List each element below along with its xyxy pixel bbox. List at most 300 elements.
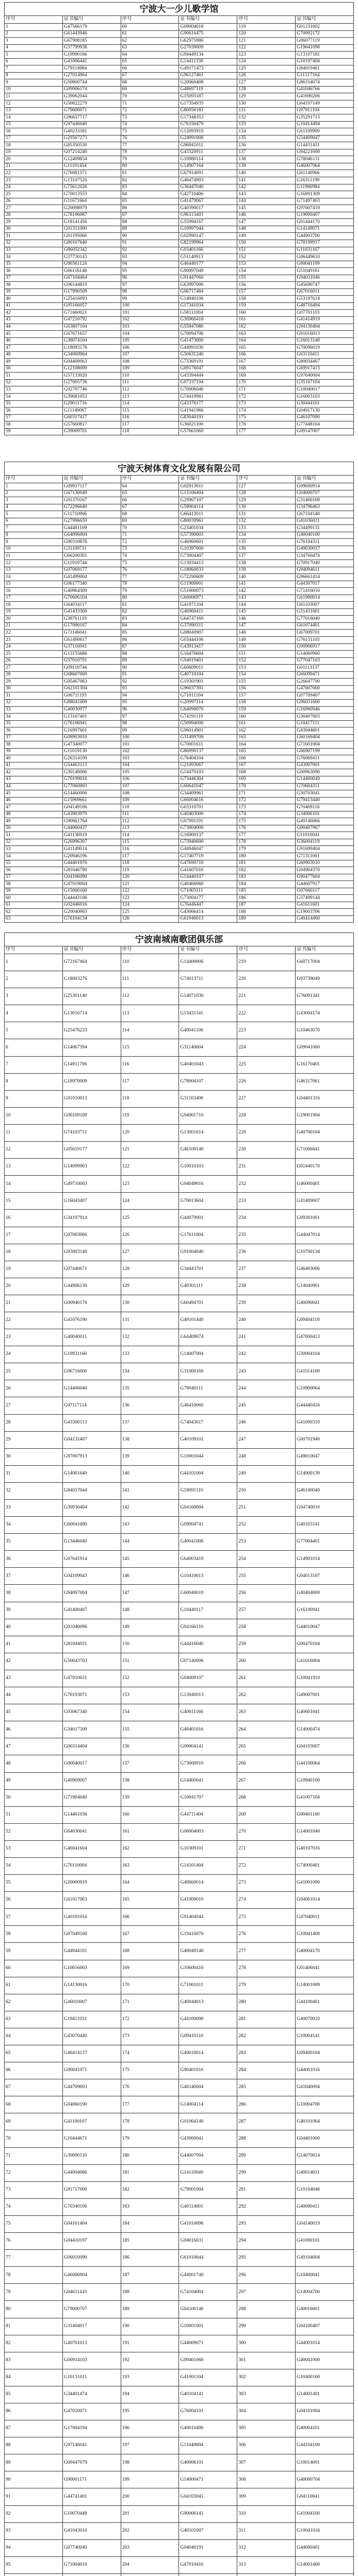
certificate-code: G18141456 [62, 219, 121, 226]
table-row [5, 790, 354, 798]
row-number: 112 [121, 818, 179, 825]
certificate-code: G04131407 [62, 1431, 121, 1448]
certificate-code: G59004114 [179, 504, 237, 511]
certificate-code: G14400049 [296, 776, 354, 783]
row-number: 124 [121, 1193, 179, 1210]
table-row [5, 734, 354, 741]
table-row [5, 191, 354, 198]
certificate-code: G04149106 [62, 804, 121, 811]
row-number: 61 [5, 1977, 63, 1994]
certificate-code: G91447060 [179, 275, 237, 282]
row-number: 15 [5, 1193, 63, 1210]
certificate-code: G43913417 [179, 643, 237, 651]
row-number: 164 [237, 741, 296, 749]
certificate-code: G14071030 [179, 988, 237, 1005]
section-title: 宁波南城南歌团俱乐部 [5, 933, 354, 946]
certificate-code: G72290609 [179, 574, 237, 581]
table-row [5, 581, 354, 588]
row-number: 189 [237, 916, 296, 923]
certificate-code: G60903010 [296, 860, 354, 867]
certificate-code: G61490617 [62, 637, 121, 644]
certificate-code: G19003706 [296, 909, 354, 916]
row-number: 144 [121, 1534, 179, 1551]
certificate-code: G70096019 [296, 345, 354, 352]
row-number: 5 [5, 1022, 63, 1039]
row-number: 25 [5, 651, 63, 658]
certificate-code: G67009701 [296, 630, 354, 637]
table-row [5, 504, 354, 511]
row-number: 176 [237, 421, 296, 429]
row-number: 6 [5, 518, 63, 525]
certificate-code: G44307017 [296, 581, 354, 588]
certificate-code: G11909001 [179, 581, 237, 588]
row-number: 56 [5, 1892, 63, 1909]
table-row [5, 595, 354, 602]
certificate-code: G14470103 [179, 769, 237, 776]
row-number: 67 [5, 2079, 63, 2096]
certificate-code: G46403006 [296, 1261, 354, 1278]
certificate-code: G40101064 [296, 2113, 354, 2130]
row-number: 145 [121, 1551, 179, 1568]
certificate-code: G94097004 [62, 1585, 121, 1602]
certificate-code: G04100146 [179, 2301, 237, 2318]
table-row [5, 268, 354, 275]
certificate-code: G01406041 [296, 1960, 354, 1977]
certificate-code: G96113403 [179, 212, 237, 219]
row-number: 77 [121, 142, 179, 149]
certificate-code: G27996659 [62, 518, 121, 525]
certificate-code: G40014011 [296, 2164, 354, 2181]
table-row [5, 720, 354, 727]
certificate-code: G57661060 [179, 428, 237, 435]
row-number: 45 [5, 790, 63, 798]
row-number: 44 [5, 324, 63, 331]
table-row [5, 1448, 354, 1465]
certificate-code: G47910631 [62, 1670, 121, 1687]
certificate-code: G14001401 [296, 2386, 354, 2403]
row-number: 263 [237, 1704, 296, 1721]
table-row [5, 289, 354, 296]
row-number: 146 [237, 212, 296, 219]
certificate-code: G50800744 [62, 79, 121, 87]
row-number: 7 [5, 525, 63, 532]
row-number: 300 [237, 2335, 296, 2352]
row-number: 142 [121, 1500, 179, 1517]
row-number: 31 [5, 1465, 63, 1482]
row-number: 242 [237, 1346, 296, 1363]
certificate-code: G44991030 [179, 345, 237, 352]
row-number: 258 [237, 1619, 296, 1636]
certificate-code: G41149014 [62, 846, 121, 853]
row-number: 151 [237, 651, 296, 658]
row-number: 91 [121, 671, 179, 679]
row-number: 5 [5, 52, 63, 59]
row-number: 133 [237, 525, 296, 532]
certificate-code: G50631240 [179, 351, 237, 359]
certificate-code: G79004107 [179, 1073, 237, 1090]
certificate-code: G04140019 [296, 2215, 354, 2232]
certificate-code: G90097049 [179, 268, 237, 275]
certificate-code: G71497403 [296, 198, 354, 205]
row-number: 274 [237, 1892, 296, 1909]
table-row [5, 783, 354, 790]
certificate-code: G60641047 [179, 783, 237, 790]
certificate-code: G09447079 [62, 2454, 121, 2471]
table-row [5, 233, 354, 240]
row-number: 140 [237, 170, 296, 177]
certificate-code: G57133020 [62, 372, 121, 380]
row-number: 23 [5, 177, 63, 184]
certificate-code: G67908185 [62, 38, 121, 45]
row-number: 25 [5, 1363, 63, 1380]
row-number: 165 [237, 345, 296, 352]
certificate-code: G25301140 [62, 988, 121, 1005]
certificate-code: G40233181 [62, 128, 121, 135]
row-number: 163 [121, 1857, 179, 1874]
row-number: 136 [121, 1397, 179, 1414]
row-number: 30 [5, 226, 63, 233]
certificate-code: G10400160 [296, 2369, 354, 2386]
certificate-code: G97007913 [62, 1448, 121, 1465]
row-number: 26 [5, 198, 63, 205]
table-row [5, 100, 354, 108]
table-row [5, 1772, 354, 1789]
certificate-code: G19410070 [179, 1926, 237, 1943]
row-number: 85 [5, 2386, 63, 2403]
certificate-code: G43300113 [62, 1414, 121, 1431]
certificate-code: G19641098 [296, 44, 354, 52]
row-number: 80 [121, 595, 179, 602]
certificate-code: G97446040 [62, 121, 121, 128]
row-number: 235 [237, 1227, 296, 1244]
row-number: 310 [237, 2505, 296, 2522]
certificate-code: G35167104 [296, 379, 354, 386]
certificate-code: G04401000 [296, 2130, 354, 2147]
table-row [5, 490, 354, 497]
row-number: 114 [121, 1022, 179, 1039]
table-row [5, 1431, 354, 1448]
certificate-code: G00963090 [296, 769, 354, 776]
table-row [5, 1073, 354, 1090]
row-number: 110 [121, 804, 179, 811]
row-number: 108 [121, 790, 179, 798]
row-number: 82 [121, 608, 179, 616]
certificate-code: G34069964 [62, 351, 121, 359]
row-number: 97 [121, 282, 179, 289]
certificate-code: G04013107 [296, 1568, 354, 1585]
certificate-code: G16311199 [296, 177, 354, 184]
certificate-code: G40401016 [179, 1721, 237, 1738]
certificate-code: G10700134 [296, 1244, 354, 1261]
certificate-code: G14004700 [296, 2284, 354, 2301]
row-number: 26 [5, 1380, 63, 1397]
certificate-code: G45690747 [296, 282, 354, 289]
certificate-code: G70094706 [179, 331, 237, 338]
row-number: 71 [121, 100, 179, 108]
table-row [5, 2335, 354, 2352]
row-number: 131 [237, 107, 296, 114]
certificate-code: G44010047 [296, 1619, 354, 1636]
column-header: 证书编号 [179, 946, 237, 954]
certificate-code: G76106941 [62, 720, 121, 727]
certificate-code: G40010490 [179, 2420, 237, 2437]
certificate-code: G47340077 [62, 741, 121, 749]
certificate-code: G27014964 [62, 72, 121, 79]
certificate-code: G19931166 [62, 1346, 121, 1363]
row-number: 299 [237, 2318, 296, 2335]
row-number: 79 [121, 156, 179, 163]
certificate-code: G14110040 [179, 2164, 237, 2181]
row-number: 112 [121, 386, 179, 394]
row-number: 105 [121, 769, 179, 776]
certificate-code: G16991309 [296, 191, 354, 198]
row-number: 148 [237, 226, 296, 233]
row-number: 73 [5, 2181, 63, 2198]
row-number: 33 [5, 706, 63, 714]
row-number: 66 [121, 497, 179, 504]
row-number: 18 [5, 1244, 63, 1261]
column-header: 证书编号 [179, 476, 237, 483]
table-row [5, 2386, 354, 2403]
table-row [5, 2471, 354, 2488]
table-row [5, 282, 354, 289]
certificate-code: G41414919 [296, 316, 354, 324]
table-row [5, 142, 354, 149]
row-number: 40 [5, 296, 63, 303]
certificate-code: G10001044 [179, 1448, 237, 1465]
row-number: 272 [237, 1857, 296, 1874]
certificate-code: G31404017 [62, 2318, 121, 2335]
certificate-code: G29567273 [62, 135, 121, 142]
certificate-code: G16013140 [296, 337, 354, 345]
certificate-code: G80039961 [179, 518, 237, 525]
row-number: 71 [5, 2147, 63, 2164]
row-number: 177 [237, 428, 296, 435]
row-number: 83 [121, 184, 179, 191]
row-number: 171 [237, 790, 296, 798]
certificate-code: G40103141 [296, 1517, 354, 1534]
row-number: 109 [121, 797, 179, 804]
certificate-code: G14400041 [179, 1772, 237, 1789]
certificate-code: G10004700 [296, 2096, 354, 2113]
row-number: 107 [121, 351, 179, 359]
row-number: 286 [237, 2096, 296, 2113]
row-number: 149 [121, 1619, 179, 1636]
row-number: 33 [5, 1500, 63, 1517]
certificate-code: G46100040 [296, 1482, 354, 1499]
row-number: 177 [237, 832, 296, 839]
row-number: 23 [5, 637, 63, 644]
row-number: 125 [237, 65, 296, 73]
certificate-code: G01010013 [62, 1090, 121, 1107]
row-number: 85 [121, 630, 179, 637]
certificate-code: G80167640 [62, 240, 121, 247]
row-number: 186 [237, 895, 296, 902]
certificate-code: G51600073 [179, 588, 237, 595]
row-number: 139 [237, 567, 296, 574]
row-number: 129 [237, 497, 296, 504]
certificate-code: G10070449 [62, 2505, 121, 2522]
row-number: 51 [5, 372, 63, 380]
certificate-code: G40601041 [296, 1704, 354, 1721]
table-row [5, 553, 354, 560]
row-number: 77 [121, 574, 179, 581]
certificate-code: G46410060 [179, 1397, 237, 1414]
row-number: 219 [237, 954, 296, 971]
row-number: 36 [5, 268, 63, 275]
table-row [5, 560, 354, 567]
row-number: 260 [237, 1653, 296, 1670]
certificate-code: G19301901 [179, 679, 237, 686]
row-number: 160 [237, 310, 296, 317]
row-number: 307 [237, 2454, 296, 2471]
certificate-code: G47210792 [62, 316, 121, 324]
certificate-code: G66413011 [179, 511, 237, 518]
section-table-1 [4, 2, 354, 435]
certificate-code: G84017044 [62, 1482, 121, 1499]
certificate-code: G11980984 [296, 184, 354, 191]
certificate-code: G07117114 [62, 1397, 121, 1414]
certificate-code: G73004407 [179, 553, 237, 560]
table-row [5, 2539, 354, 2556]
row-number: 137 [121, 1414, 179, 1431]
certificate-code: G17354935 [179, 100, 237, 108]
certificate-code: G46010007 [62, 1994, 121, 2011]
row-number: 285 [237, 2079, 296, 2096]
row-number: 141 [121, 1482, 179, 1499]
certificate-code: G70604311 [296, 783, 354, 790]
row-number: 37 [5, 275, 63, 282]
table-row [5, 365, 354, 372]
row-number: 14 [5, 1176, 63, 1193]
row-number: 109 [121, 365, 179, 372]
table-row [5, 825, 354, 832]
row-number: 68 [121, 511, 179, 518]
certificate-code: G10041707 [179, 1789, 237, 1806]
row-number: 106 [121, 776, 179, 783]
table-row [5, 212, 354, 219]
certificate-code: G50043703 [62, 1653, 121, 1670]
certificate-code: G40000411 [296, 2198, 354, 2215]
row-number: 122 [237, 44, 296, 52]
certificate-code: G07440671 [62, 1261, 121, 1278]
row-number: 57 [5, 414, 63, 421]
certificate-code: G43907001 [296, 762, 354, 769]
row-number: 44 [5, 1687, 63, 1704]
certificate-code: G12409834 [62, 156, 121, 163]
row-number: 142 [237, 588, 296, 595]
certificate-code: G04611410 [62, 2284, 121, 2301]
certificate-code: G61017063 [62, 1892, 121, 1909]
row-number: 156 [121, 1738, 179, 1755]
certificate-code: G66116148 [62, 268, 121, 275]
row-number: 134 [121, 1363, 179, 1380]
row-number: 184 [121, 2215, 179, 2232]
row-number: 169 [121, 1960, 179, 1977]
certificate-code: G71011104 [179, 692, 237, 700]
row-number: 89 [121, 657, 179, 665]
row-number: 223 [237, 1022, 296, 1039]
certificate-code: G10997044 [179, 226, 237, 233]
section-table-3 [4, 933, 354, 2576]
table-row [5, 860, 354, 867]
certificate-code: G09006174 [62, 86, 121, 93]
row-number: 63 [5, 916, 63, 923]
row-number: 119 [237, 24, 296, 31]
table-row [5, 1568, 354, 1585]
row-number: 3 [5, 497, 63, 504]
row-number: 14 [5, 114, 63, 122]
certificate-code: G40101007 [179, 2522, 237, 2539]
certificate-code: G73000910 [179, 1755, 237, 1772]
certificate-code: G01311000 [62, 226, 121, 233]
table-row [5, 324, 354, 331]
row-number: 268 [237, 1789, 296, 1806]
certificate-code: G41004100 [296, 2505, 354, 2522]
row-number: 112 [121, 988, 179, 1005]
row-number: 83 [121, 616, 179, 623]
certificate-code: G16043407 [62, 1193, 121, 1210]
certificate-code: G06010090 [62, 2250, 121, 2267]
certificate-code: G10417111 [296, 720, 354, 727]
row-number: 176 [121, 2079, 179, 2096]
row-number: 70 [121, 525, 179, 532]
certificate-code: G04110041 [296, 2488, 354, 2505]
row-number: 4 [5, 44, 63, 52]
row-number: 186 [121, 2250, 179, 2267]
certificate-code: G97911104 [296, 107, 354, 114]
certificate-code: G90401016 [179, 2062, 237, 2079]
certificate-code: G34006101 [296, 811, 354, 818]
row-number: 20 [5, 1278, 63, 1295]
row-number: 95 [5, 2556, 63, 2573]
table-row [5, 1278, 354, 1295]
certificate-code: G70409116 [296, 804, 354, 811]
certificate-code: G41400407 [62, 1602, 121, 1619]
row-number: 75 [5, 2215, 63, 2232]
row-number: 184 [237, 881, 296, 888]
row-number: 234 [237, 1210, 296, 1227]
row-number: 297 [237, 2284, 296, 2301]
table-row [5, 79, 354, 87]
certificate-code: G14460006 [62, 790, 121, 798]
row-number: 100 [121, 734, 179, 741]
table-row [5, 2420, 354, 2437]
certificate-code: G14067394 [62, 1039, 121, 1056]
row-number: 95 [121, 268, 179, 275]
certificate-code: G10463070 [296, 1022, 354, 1039]
certificate-code: G61074401 [296, 622, 354, 630]
row-number: 311 [237, 2522, 296, 2539]
certificate-code: G23401034 [179, 525, 237, 532]
row-number: 301 [237, 2352, 296, 2369]
row-number: 154 [237, 268, 296, 275]
certificate-code: G09176047 [179, 365, 237, 372]
certificate-code: G90310876 [62, 539, 121, 546]
certificate-code: G41941966 [179, 408, 237, 415]
row-number: 83 [5, 2352, 63, 2369]
certificate-code: G41136919 [62, 832, 121, 839]
certificate-code: G40140004 [179, 2079, 237, 2096]
certificate-code: G41006441 [62, 58, 121, 65]
row-number: 259 [237, 1636, 296, 1653]
table-row [5, 741, 354, 749]
table-row [5, 24, 354, 31]
table-row [5, 727, 354, 735]
certificate-code: G41100107 [62, 2113, 121, 2130]
row-number: 19 [5, 149, 63, 156]
row-number: 55 [5, 1875, 63, 1892]
